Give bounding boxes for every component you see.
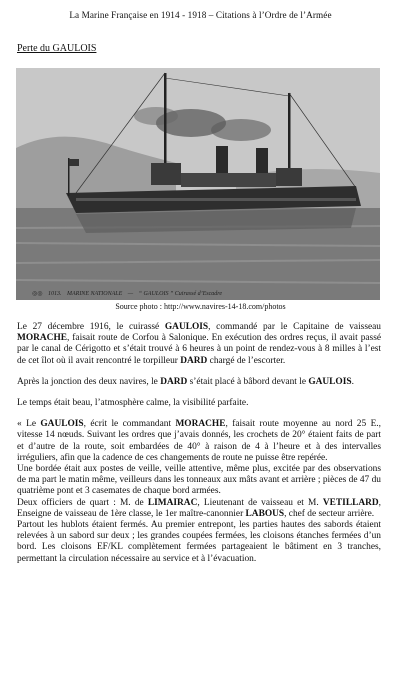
battleship-photo — [16, 68, 380, 300]
quote-paragraph: Deux officiers de quart : M. de LIMAIRAC, Lieutenant de vaisseau et M. VETILLARD, Enseigne de vaisseau de 1ère classe, le 1er maître-canonnier LABOUS, chef de secteur arrière. — [17, 497, 381, 519]
caption-separator: — — [127, 291, 134, 297]
photo-source: Source photo : http://www.navires-14-18.com/photos — [115, 302, 286, 311]
paragraph: Le temps était beau, l’atmosphère calme, la visibilité parfaite. — [17, 398, 249, 409]
quote-paragraph: Partout les hublots étaient fermés. Au premier entrepont, les parties hautes des sabords étaient relevées à un sabord sur deux ; les grandes coupées fermées, les cloisons étanches fermées d’un bord. Les cloisons EF/KL complètement fermées partageaient le bâtiment en 3 tranches, permettant la circulation nécessaire au service et à l’évacuation. — [17, 520, 381, 564]
caption-left: MARINE NATIONALE — [66, 291, 123, 297]
caption-name: “ GAULOIS ” Cuirassé d’Escadre — [138, 291, 223, 297]
quote-paragraph: « Le GAULOIS, écrit le commandant MORACHE, faisait route moyenne au nord 25 E., vitesse 14 nœuds. Suivant les ordres que j’avais donnés, les crochets de 20° étaient faits de part et d’autre de la route, soit embardées de 40° à raison de 4 à l’heure et à des intervalles irréguliers, afin que la cadence de ces changements de route ne puisse être repérée. — [17, 419, 381, 463]
postcard-logo-icon: ◎◎ — [32, 291, 43, 297]
quotation — [17, 419, 381, 565]
quote-paragraph: Une bordée était aux postes de veille, veille attentive, même plus, excitée par des observations de ma part le matin même, veilleurs dans les tonneaux aux mâts avant et arrière ; pièces de 47 du quatrième pont et 3 casemates de chaque bord armées. — [17, 464, 381, 497]
paragraph: Le 27 décembre 1916, le cuirassé GAULOIS, commandé par le Capitaine de vaisseau MORACHE, faisait route de Corfou à Salonique. En exécution des ordres reçus, il avait passé par le canal de Cérigotto et s’était trouvé à 6 heures à un point de rendez-vous à 8 milles à l’est de cet îlot où il avait rencontré le torpilleur DARD chargé de l’escorter. — [17, 322, 381, 366]
paragraph: Après la jonction des deux navires, le DARD s’était placé à bâbord devant le GAULOIS. — [17, 376, 354, 387]
caption-number: 1013. — [47, 291, 62, 297]
battleship-illustration — [16, 68, 380, 300]
section-title: Perte du GAULOIS — [17, 43, 97, 54]
photo-caption — [16, 290, 380, 297]
page-header: La Marine Française en 1914 - 1918 – Citations à l’Ordre de l’Armée — [69, 10, 332, 20]
body-text — [17, 322, 381, 565]
